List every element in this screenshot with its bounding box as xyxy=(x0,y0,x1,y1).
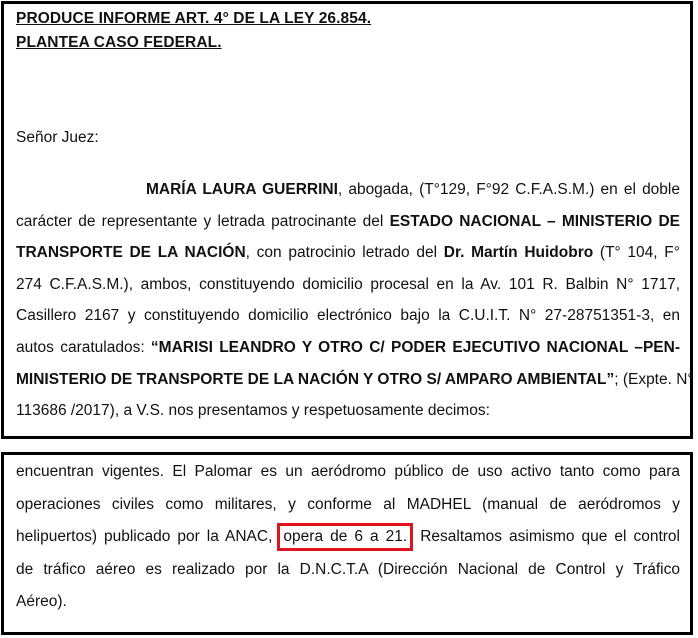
text-run: 274 C.F.A.S.M.), ambos, constituyendo domicilio procesal en la Av. 101 R. Balbin N° 1717, xyxy=(16,275,680,293)
text-run: , con patrocinio letrado del xyxy=(245,244,444,262)
bottom-line xyxy=(16,528,680,546)
top-line xyxy=(16,244,680,262)
document-excerpt-top xyxy=(1,1,693,439)
top-line xyxy=(16,307,680,325)
text-run: (T° 104, F° xyxy=(593,244,680,262)
text-run: ; (Expte. N° xyxy=(614,370,694,388)
text-run: Casillero 2167 y constituyendo domicilio electrónico bajo la C.U.I.T. N° 27-28751351-3, en xyxy=(16,307,680,325)
text-run: de tráfico aéreo es realizado por la D.N.C.T.A (Dirección Nacional de Control y Tráfico xyxy=(16,560,680,578)
bold-text: “MARISI LEANDRO Y OTRO C/ PODER EJECUTIVO NACIONAL –PEN- xyxy=(150,339,680,356)
document-excerpt-bottom xyxy=(1,452,693,635)
bottom-line xyxy=(16,593,680,611)
bottom-line xyxy=(16,463,680,481)
text-run: carácter de representante y letrada patrocinante del xyxy=(16,212,390,230)
text-run: Aéreo). xyxy=(16,593,67,610)
heading-produce-informe: PRODUCE INFORME ART. 4° DE LA LEY 26.854. xyxy=(16,10,372,27)
top-line xyxy=(16,276,680,294)
top-line xyxy=(16,213,680,231)
bold-text: ESTADO NACIONAL – MINISTERIO DE xyxy=(389,212,680,230)
bold-text: Dr. Martín Huidobro xyxy=(443,244,594,262)
bold-text: TRANSPORTE DE LA NACIÓN xyxy=(16,244,246,262)
bold-text: MINISTERIO DE TRANSPORTE DE LA NACIÓN Y OTRO S/ AMPARO AMBIENTAL” xyxy=(16,370,615,388)
salutation: Señor Juez: xyxy=(16,129,99,146)
text-run: helipuertos) publicado por la ANAC, xyxy=(16,528,280,545)
top-line xyxy=(146,181,680,199)
bottom-line xyxy=(16,561,680,579)
text-run: , abogada, (T°129, F°92 C.F.A.S.M.) en el doble xyxy=(337,181,680,198)
top-line xyxy=(16,402,680,420)
top-line xyxy=(16,339,680,357)
bottom-line xyxy=(16,496,680,514)
text-run: encuentran vigentes. El Palomar es un aeródromo público de uso activo tanto como para xyxy=(16,463,680,480)
heading-plantea-caso-federal: PLANTEA CASO FEDERAL. xyxy=(16,34,222,51)
text-run: 113686 /2017), a V.S. nos presentamos y respetuosamente decimos: xyxy=(16,402,490,420)
top-line xyxy=(16,370,694,389)
text-run: operaciones civiles como militares, y conforme al MADHEL (manual de aeródromos y xyxy=(16,495,680,513)
text-run: Resaltamos asimismo que el control xyxy=(413,528,680,545)
highlighted-text: opera de 6 a 21. xyxy=(277,523,413,551)
bold-text: MARÍA LAURA GUERRINI xyxy=(146,181,338,198)
text-run: autos caratulados: xyxy=(16,339,151,356)
